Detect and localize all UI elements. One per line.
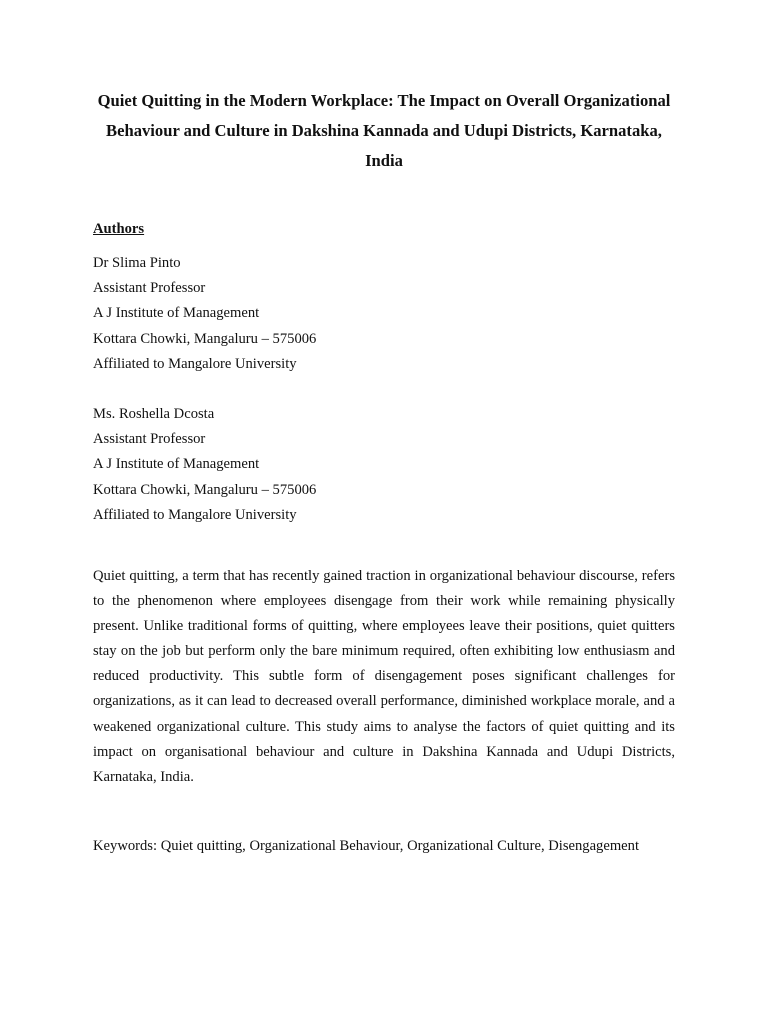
author-address: Kottara Chowki, Mangaluru – 575006 [93,330,317,347]
keywords-line: Keywords: Quiet quitting, Organizational Behaviour, Organizational Culture, Disengagement [93,838,640,854]
author-affiliation: Affiliated to Mangalore University [93,355,297,372]
author-block-1 [93,251,316,377]
author-name: Dr Slima Pinto [93,255,181,271]
author-institution: A J Institute of Management [93,305,260,322]
author-position: Assistant Professor [93,431,206,448]
authors-heading: Authors [93,221,145,237]
abstract-paragraph: Quiet quitting, a term that has recently gained traction in organizational behaviour discourse, refers to the phenomenon where employees disengage from their work while remaining physically present. Unlike traditional forms of quitting, where employees leave their positions, quiet quitters stay on the job but perform only the bare minimum required, often exhibiting low enthusiasm and reduced productivity. This subtle form of disengagement poses significant challenges for organizations, as it can lead to decreased overall performance, diminished workplace morale, and a weakened organizational culture. This study aims to analyse the factors of quiet quitting and its impact on organisational behaviour and culture in Dakshina Kannada and Udupi Districts, Karnataka, India. [93,568,675,785]
author-name: Ms. Roshella Dcosta [93,406,215,422]
author-address: Kottara Chowki, Mangaluru – 575006 [93,481,317,498]
author-institution: A J Institute of Management [93,456,260,473]
author-block-2 [93,402,316,528]
author-affiliation: Affiliated to Mangalore University [93,506,297,523]
paper-title: Quiet Quitting in the Modern Workplace: The Impact on Overall Organizational Behaviour and Culture in Dakshina Kannada and Udupi Districts, Karnataka, India [97,91,671,170]
author-position: Assistant Professor [93,280,206,297]
